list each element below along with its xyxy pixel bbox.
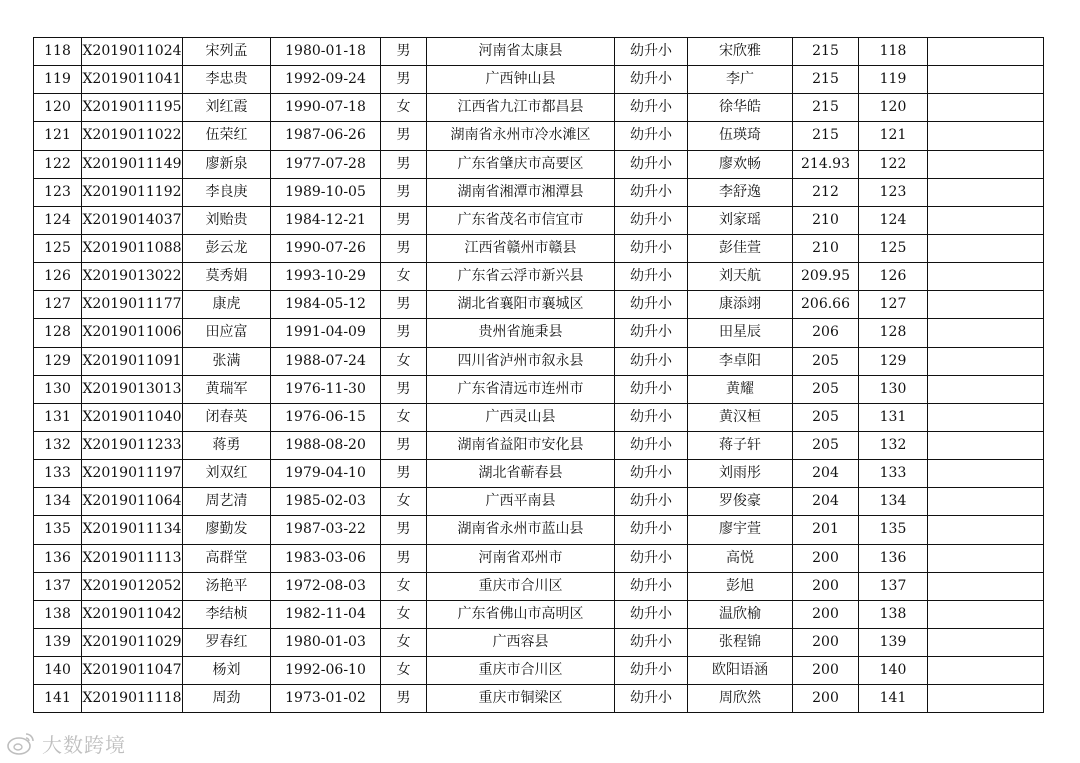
birth-date-cell: 1977-07-28: [271, 150, 381, 178]
gender-cell: 男: [381, 375, 427, 403]
remark-cell: [928, 291, 1044, 319]
child-name-cell: 廖欢畅: [688, 150, 793, 178]
parent-name-cell: 宋列孟: [183, 38, 271, 66]
birth-date-cell: 1989-10-05: [271, 178, 381, 206]
table-row: [34, 66, 1044, 94]
row-number-cell: 121: [34, 122, 82, 150]
rank-cell: 118: [859, 38, 928, 66]
row-number-cell: 122: [34, 150, 82, 178]
parent-name-cell: 刘红霞: [183, 94, 271, 122]
gender-cell: 男: [381, 685, 427, 713]
table-row: [34, 122, 1044, 150]
roster-table: [33, 37, 1044, 713]
table-row: [34, 291, 1044, 319]
rank-cell: 136: [859, 544, 928, 572]
rank-cell: 132: [859, 431, 928, 459]
child-name-cell: 黄耀: [688, 375, 793, 403]
parent-name-cell: 高群堂: [183, 544, 271, 572]
origin-cell: 湖北省襄阳市襄城区: [427, 291, 615, 319]
child-name-cell: 欧阳语涵: [688, 657, 793, 685]
gender-cell: 男: [381, 319, 427, 347]
origin-cell: 湖北省蕲春县: [427, 460, 615, 488]
child-name-cell: 刘天航: [688, 263, 793, 291]
row-number-cell: 124: [34, 206, 82, 234]
score-cell: 200: [793, 685, 859, 713]
category-cell: 幼升小: [615, 628, 688, 656]
child-name-cell: 田星辰: [688, 319, 793, 347]
row-number-cell: 118: [34, 38, 82, 66]
remark-cell: [928, 206, 1044, 234]
score-cell: 204: [793, 488, 859, 516]
score-cell: 205: [793, 347, 859, 375]
parent-name-cell: 李结桢: [183, 600, 271, 628]
rank-cell: 140: [859, 657, 928, 685]
score-cell: 215: [793, 38, 859, 66]
birth-date-cell: 1976-06-15: [271, 403, 381, 431]
origin-cell: 广东省肇庆市高要区: [427, 150, 615, 178]
category-cell: 幼升小: [615, 347, 688, 375]
category-cell: 幼升小: [615, 206, 688, 234]
rank-cell: 138: [859, 600, 928, 628]
application-id-cell: X2019011192: [82, 178, 183, 206]
remark-cell: [928, 657, 1044, 685]
origin-cell: 重庆市合川区: [427, 657, 615, 685]
application-id-cell: X2019011040: [82, 403, 183, 431]
score-cell: 200: [793, 600, 859, 628]
score-cell: 210: [793, 234, 859, 262]
row-number-cell: 120: [34, 94, 82, 122]
origin-cell: 广东省云浮市新兴县: [427, 263, 615, 291]
category-cell: 幼升小: [615, 263, 688, 291]
origin-cell: 广东省茂名市信宜市: [427, 206, 615, 234]
remark-cell: [928, 572, 1044, 600]
row-number-cell: 128: [34, 319, 82, 347]
category-cell: 幼升小: [615, 488, 688, 516]
table-row: [34, 403, 1044, 431]
remark-cell: [928, 234, 1044, 262]
application-id-cell: X2019011197: [82, 460, 183, 488]
origin-cell: 广西容县: [427, 628, 615, 656]
child-name-cell: 刘雨彤: [688, 460, 793, 488]
application-id-cell: X2019011047: [82, 657, 183, 685]
row-number-cell: 135: [34, 516, 82, 544]
category-cell: 幼升小: [615, 431, 688, 459]
score-cell: 205: [793, 403, 859, 431]
birth-date-cell: 1991-04-09: [271, 319, 381, 347]
row-number-cell: 137: [34, 572, 82, 600]
origin-cell: 广西灵山县: [427, 403, 615, 431]
parent-name-cell: 廖新泉: [183, 150, 271, 178]
table-row: [34, 431, 1044, 459]
rank-cell: 130: [859, 375, 928, 403]
child-name-cell: 李广: [688, 66, 793, 94]
row-number-cell: 138: [34, 600, 82, 628]
rank-cell: 131: [859, 403, 928, 431]
table-row: [34, 38, 1044, 66]
birth-date-cell: 1984-12-21: [271, 206, 381, 234]
parent-name-cell: 黄瑞军: [183, 375, 271, 403]
parent-name-cell: 伍荣红: [183, 122, 271, 150]
application-id-cell: X2019011113: [82, 544, 183, 572]
origin-cell: 广东省佛山市高明区: [427, 600, 615, 628]
application-id-cell: X2019011024: [82, 38, 183, 66]
parent-name-cell: 田应富: [183, 319, 271, 347]
category-cell: 幼升小: [615, 38, 688, 66]
origin-cell: 湖南省永州市冷水滩区: [427, 122, 615, 150]
score-cell: 215: [793, 94, 859, 122]
score-cell: 204: [793, 460, 859, 488]
category-cell: 幼升小: [615, 234, 688, 262]
child-name-cell: 康添翊: [688, 291, 793, 319]
table-row: [34, 375, 1044, 403]
child-name-cell: 刘家瑶: [688, 206, 793, 234]
origin-cell: 湖南省湘潭市湘潭县: [427, 178, 615, 206]
origin-cell: 河南省太康县: [427, 38, 615, 66]
child-name-cell: 徐华皓: [688, 94, 793, 122]
score-cell: 206: [793, 319, 859, 347]
birth-date-cell: 1987-06-26: [271, 122, 381, 150]
parent-name-cell: 周艺清: [183, 488, 271, 516]
row-number-cell: 132: [34, 431, 82, 459]
birth-date-cell: 1985-02-03: [271, 488, 381, 516]
remark-cell: [928, 375, 1044, 403]
birth-date-cell: 1980-01-03: [271, 628, 381, 656]
table-row: [34, 347, 1044, 375]
remark-cell: [928, 544, 1044, 572]
birth-date-cell: 1992-06-10: [271, 657, 381, 685]
row-number-cell: 130: [34, 375, 82, 403]
remark-cell: [928, 460, 1044, 488]
table-row: [34, 488, 1044, 516]
score-cell: 212: [793, 178, 859, 206]
table-row: [34, 319, 1044, 347]
rank-cell: 119: [859, 66, 928, 94]
gender-cell: 男: [381, 150, 427, 178]
table-row: [34, 150, 1044, 178]
category-cell: 幼升小: [615, 150, 688, 178]
score-cell: 206.66: [793, 291, 859, 319]
child-name-cell: 蒋子轩: [688, 431, 793, 459]
birth-date-cell: 1972-08-03: [271, 572, 381, 600]
score-cell: 209.95: [793, 263, 859, 291]
weibo-logo-icon: [6, 730, 36, 756]
gender-cell: 男: [381, 291, 427, 319]
application-id-cell: X2019011022: [82, 122, 183, 150]
parent-name-cell: 廖勤发: [183, 516, 271, 544]
parent-name-cell: 张满: [183, 347, 271, 375]
row-number-cell: 141: [34, 685, 82, 713]
rank-cell: 133: [859, 460, 928, 488]
parent-name-cell: 彭云龙: [183, 234, 271, 262]
child-name-cell: 廖宇萱: [688, 516, 793, 544]
birth-date-cell: 1990-07-26: [271, 234, 381, 262]
child-name-cell: 李卓阳: [688, 347, 793, 375]
child-name-cell: 温欣榆: [688, 600, 793, 628]
origin-cell: 广东省清远市连州市: [427, 375, 615, 403]
remark-cell: [928, 178, 1044, 206]
gender-cell: 女: [381, 600, 427, 628]
birth-date-cell: 1982-11-04: [271, 600, 381, 628]
gender-cell: 男: [381, 431, 427, 459]
gender-cell: 男: [381, 516, 427, 544]
parent-name-cell: 罗春红: [183, 628, 271, 656]
category-cell: 幼升小: [615, 544, 688, 572]
application-id-cell: X2019013013: [82, 375, 183, 403]
rank-cell: 123: [859, 178, 928, 206]
birth-date-cell: 1980-01-18: [271, 38, 381, 66]
rank-cell: 124: [859, 206, 928, 234]
category-cell: 幼升小: [615, 460, 688, 488]
application-id-cell: X2019011029: [82, 628, 183, 656]
child-name-cell: 李舒逸: [688, 178, 793, 206]
parent-name-cell: 康虎: [183, 291, 271, 319]
rank-cell: 137: [859, 572, 928, 600]
remark-cell: [928, 319, 1044, 347]
gender-cell: 女: [381, 572, 427, 600]
row-number-cell: 140: [34, 657, 82, 685]
origin-cell: 广西钟山县: [427, 66, 615, 94]
rank-cell: 135: [859, 516, 928, 544]
child-name-cell: 高悦: [688, 544, 793, 572]
application-id-cell: X2019011134: [82, 516, 183, 544]
row-number-cell: 119: [34, 66, 82, 94]
remark-cell: [928, 66, 1044, 94]
parent-name-cell: 蒋勇: [183, 431, 271, 459]
child-name-cell: 彭佳萱: [688, 234, 793, 262]
gender-cell: 男: [381, 544, 427, 572]
category-cell: 幼升小: [615, 122, 688, 150]
table-row: [34, 94, 1044, 122]
remark-cell: [928, 431, 1044, 459]
origin-cell: 江西省赣州市赣县: [427, 234, 615, 262]
gender-cell: 女: [381, 263, 427, 291]
application-id-cell: X2019011149: [82, 150, 183, 178]
parent-name-cell: 李忠贵: [183, 66, 271, 94]
application-id-cell: X2019011195: [82, 94, 183, 122]
rank-cell: 134: [859, 488, 928, 516]
origin-cell: 四川省泸州市叙永县: [427, 347, 615, 375]
birth-date-cell: 1973-01-02: [271, 685, 381, 713]
score-cell: 210: [793, 206, 859, 234]
application-id-cell: X2019013022: [82, 263, 183, 291]
rank-cell: 129: [859, 347, 928, 375]
remark-cell: [928, 150, 1044, 178]
birth-date-cell: 1987-03-22: [271, 516, 381, 544]
row-number-cell: 129: [34, 347, 82, 375]
application-id-cell: X2019011177: [82, 291, 183, 319]
birth-date-cell: 1992-09-24: [271, 66, 381, 94]
rank-cell: 120: [859, 94, 928, 122]
row-number-cell: 131: [34, 403, 82, 431]
application-id-cell: X2019014037: [82, 206, 183, 234]
application-id-cell: X2019011064: [82, 488, 183, 516]
parent-name-cell: 杨刘: [183, 657, 271, 685]
score-cell: 200: [793, 572, 859, 600]
birth-date-cell: 1983-03-06: [271, 544, 381, 572]
application-id-cell: X2019012052: [82, 572, 183, 600]
gender-cell: 男: [381, 178, 427, 206]
parent-name-cell: 刘双红: [183, 460, 271, 488]
table-row: [34, 628, 1044, 656]
score-cell: 215: [793, 122, 859, 150]
remark-cell: [928, 600, 1044, 628]
score-cell: 205: [793, 431, 859, 459]
parent-name-cell: 刘贻贵: [183, 206, 271, 234]
child-name-cell: 宋欣雅: [688, 38, 793, 66]
application-id-cell: X2019011006: [82, 319, 183, 347]
category-cell: 幼升小: [615, 516, 688, 544]
rank-cell: 121: [859, 122, 928, 150]
remark-cell: [928, 38, 1044, 66]
origin-cell: 河南省邓州市: [427, 544, 615, 572]
category-cell: 幼升小: [615, 94, 688, 122]
table-row: [34, 516, 1044, 544]
gender-cell: 男: [381, 234, 427, 262]
origin-cell: 湖南省永州市蓝山县: [427, 516, 615, 544]
gender-cell: 男: [381, 122, 427, 150]
parent-name-cell: 李良庚: [183, 178, 271, 206]
gender-cell: 男: [381, 66, 427, 94]
table-row: [34, 460, 1044, 488]
application-id-cell: X2019011233: [82, 431, 183, 459]
score-cell: 201: [793, 516, 859, 544]
rank-cell: 139: [859, 628, 928, 656]
watermark-text: 大数跨境: [42, 732, 126, 757]
table-row: [34, 685, 1044, 713]
category-cell: 幼升小: [615, 572, 688, 600]
category-cell: 幼升小: [615, 319, 688, 347]
origin-cell: 重庆市铜梁区: [427, 685, 615, 713]
application-id-cell: X2019011091: [82, 347, 183, 375]
gender-cell: 男: [381, 206, 427, 234]
application-id-cell: X2019011042: [82, 600, 183, 628]
gender-cell: 女: [381, 628, 427, 656]
gender-cell: 女: [381, 403, 427, 431]
child-name-cell: 罗俊豪: [688, 488, 793, 516]
gender-cell: 男: [381, 38, 427, 66]
birth-date-cell: 1990-07-18: [271, 94, 381, 122]
table-row: [34, 178, 1044, 206]
remark-cell: [928, 94, 1044, 122]
birth-date-cell: 1993-10-29: [271, 263, 381, 291]
birth-date-cell: 1979-04-10: [271, 460, 381, 488]
birth-date-cell: 1984-05-12: [271, 291, 381, 319]
table-row: [34, 234, 1044, 262]
remark-cell: [928, 122, 1044, 150]
origin-cell: 重庆市合川区: [427, 572, 615, 600]
table-row: [34, 572, 1044, 600]
child-name-cell: 周欣然: [688, 685, 793, 713]
table-body: [34, 38, 1044, 713]
row-number-cell: 125: [34, 234, 82, 262]
gender-cell: 女: [381, 657, 427, 685]
table-row: [34, 544, 1044, 572]
row-number-cell: 123: [34, 178, 82, 206]
row-number-cell: 126: [34, 263, 82, 291]
category-cell: 幼升小: [615, 291, 688, 319]
row-number-cell: 139: [34, 628, 82, 656]
child-name-cell: 黄汉桓: [688, 403, 793, 431]
row-number-cell: 136: [34, 544, 82, 572]
rank-cell: 127: [859, 291, 928, 319]
category-cell: 幼升小: [615, 403, 688, 431]
score-cell: 214.93: [793, 150, 859, 178]
origin-cell: 贵州省施秉县: [427, 319, 615, 347]
gender-cell: 女: [381, 94, 427, 122]
score-cell: 215: [793, 66, 859, 94]
child-name-cell: 彭旭: [688, 572, 793, 600]
category-cell: 幼升小: [615, 375, 688, 403]
birth-date-cell: 1988-07-24: [271, 347, 381, 375]
rank-cell: 125: [859, 234, 928, 262]
score-cell: 200: [793, 628, 859, 656]
score-cell: 205: [793, 375, 859, 403]
rank-cell: 122: [859, 150, 928, 178]
gender-cell: 男: [381, 460, 427, 488]
gender-cell: 女: [381, 347, 427, 375]
rank-cell: 128: [859, 319, 928, 347]
category-cell: 幼升小: [615, 178, 688, 206]
application-id-cell: X2019011041: [82, 66, 183, 94]
parent-name-cell: 闭春英: [183, 403, 271, 431]
rank-cell: 141: [859, 685, 928, 713]
application-id-cell: X2019011088: [82, 234, 183, 262]
gender-cell: 女: [381, 488, 427, 516]
row-number-cell: 127: [34, 291, 82, 319]
application-id-cell: X2019011118: [82, 685, 183, 713]
birth-date-cell: 1988-08-20: [271, 431, 381, 459]
origin-cell: 广西平南县: [427, 488, 615, 516]
row-number-cell: 134: [34, 488, 82, 516]
score-cell: 200: [793, 544, 859, 572]
origin-cell: 湖南省益阳市安化县: [427, 431, 615, 459]
remark-cell: [928, 403, 1044, 431]
parent-name-cell: 莫秀娟: [183, 263, 271, 291]
category-cell: 幼升小: [615, 66, 688, 94]
watermark: [6, 728, 126, 758]
remark-cell: [928, 628, 1044, 656]
category-cell: 幼升小: [615, 657, 688, 685]
row-number-cell: 133: [34, 460, 82, 488]
parent-name-cell: 周劲: [183, 685, 271, 713]
remark-cell: [928, 263, 1044, 291]
table-row: [34, 206, 1044, 234]
parent-name-cell: 汤艳平: [183, 572, 271, 600]
child-name-cell: 张程锦: [688, 628, 793, 656]
remark-cell: [928, 488, 1044, 516]
category-cell: 幼升小: [615, 600, 688, 628]
remark-cell: [928, 685, 1044, 713]
category-cell: 幼升小: [615, 685, 688, 713]
table-row: [34, 657, 1044, 685]
table-row: [34, 263, 1044, 291]
origin-cell: 江西省九江市都昌县: [427, 94, 615, 122]
score-cell: 200: [793, 657, 859, 685]
birth-date-cell: 1976-11-30: [271, 375, 381, 403]
rank-cell: 126: [859, 263, 928, 291]
remark-cell: [928, 347, 1044, 375]
table-row: [34, 600, 1044, 628]
remark-cell: [928, 516, 1044, 544]
child-name-cell: 伍瑛琦: [688, 122, 793, 150]
